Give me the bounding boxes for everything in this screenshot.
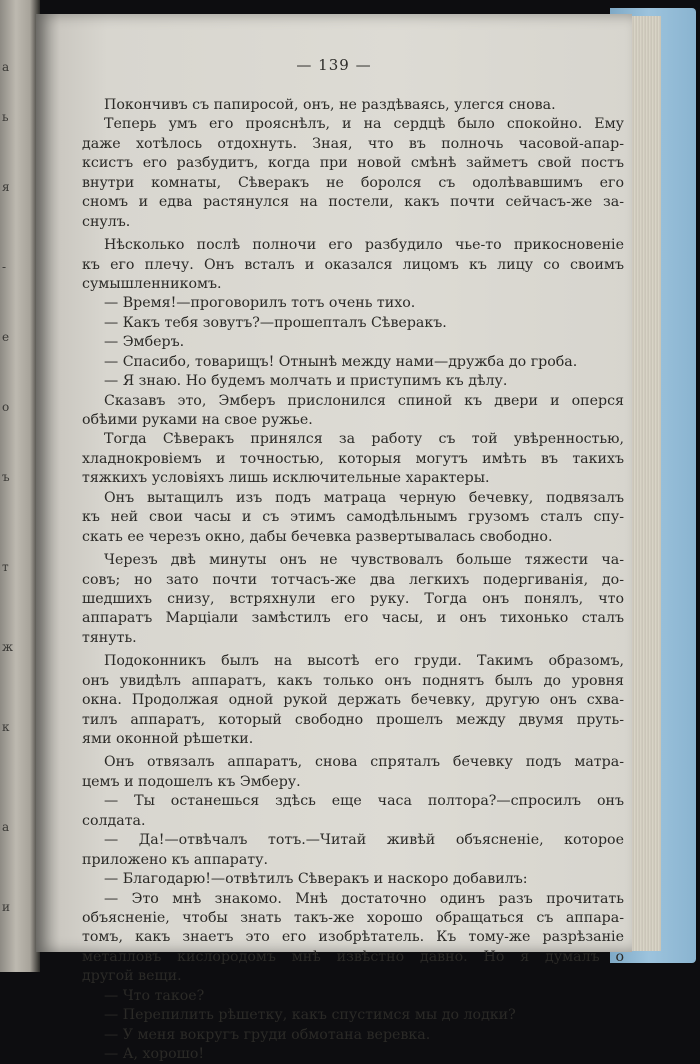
facing-page-fragment: е: [2, 330, 9, 344]
text-line: сномъ и едва растянулся на постели, какъ почти сейчасъ-же за-: [82, 194, 624, 211]
page-number: — 139 —: [296, 56, 372, 74]
page-text: [82, 96, 624, 1064]
text-line: снулъ.: [82, 213, 131, 230]
facing-page-fragment: ь: [2, 110, 9, 124]
text-line: Подоконникъ былъ на высотѣ его груди. Такимъ образомъ,: [104, 653, 624, 670]
text-line: — Да!—отвѣчалъ тотъ.—Читай живѣй объясненіе, которое: [104, 832, 624, 849]
text-line: — Эмберъ.: [104, 334, 185, 351]
text-line: Нѣсколько послѣ полночи его разбудило чье-то прикосновеніе: [104, 237, 624, 254]
text-line: аппаратъ Марціали замѣстилъ его часы, и онъ тихонько сталъ: [82, 610, 624, 627]
text-line: шедшихъ снизу, встряхнули его руку. Тогда онъ понялъ, что: [82, 590, 624, 607]
facing-page-fragment: к: [2, 720, 9, 734]
text-line: цемъ и подошелъ къ Эмберу.: [82, 773, 301, 790]
text-line: приложено къ аппарату.: [82, 851, 268, 868]
text-line: тилъ аппаратъ, который свободно прошелъ между двумя пруть-: [82, 711, 624, 728]
facing-page-fragment: и: [2, 900, 10, 914]
text-line: скать ее черезъ окно, дабы бечевка развертывалась свободно.: [82, 528, 553, 545]
text-line: Теперь умъ его прояснѣлъ, и на сердцѣ было спокойно. Ему: [104, 116, 624, 133]
facing-page-fragment: о: [2, 400, 9, 414]
text-line: — Ты останешься здѣсь еще часа полтора?—спросилъ онъ: [104, 793, 624, 810]
text-line: къ его плечу. Онъ всталъ и оказался лицомъ къ лицу со своимъ: [82, 256, 624, 273]
facing-page-fragment: ж: [2, 640, 13, 654]
text-line: — Спасибо, товарищъ! Отнынѣ между нами—дружба до гроба.: [104, 353, 578, 370]
facing-page-fragment: а: [2, 820, 9, 834]
text-line: металловъ кислородомъ мнѣ извѣстно давно. Но я думалъ о: [82, 948, 624, 965]
text-line: — Время!—проговорилъ тотъ очень тихо.: [104, 295, 416, 312]
text-line: другой вещи.: [82, 968, 182, 985]
text-line: Онъ вытащилъ изъ подъ матраца черную бечевку, подвязалъ: [104, 489, 624, 506]
text-line: Сказавъ это, Эмберъ прислонился спиной къ двери и оперся: [104, 392, 624, 409]
facing-page-edge: [0, 0, 40, 972]
text-line: Черезъ двѣ минуты онъ не чувствовалъ больше тяжести ча-: [104, 552, 624, 569]
facing-page-fragment: т: [2, 560, 9, 574]
text-line: окна. Продолжая одной рукой держать бечевку, другую онъ схва-: [82, 692, 624, 709]
text-line: — У меня вокругъ груди обмотана веревка.: [104, 1026, 431, 1043]
text-line: сумышленникомъ.: [82, 275, 222, 292]
facing-page-fragment: -: [2, 260, 6, 274]
book-page: [36, 14, 632, 1062]
text-line: — Я знаю. Но будемъ молчать и приступимъ къ дѣлу.: [104, 373, 508, 390]
facing-page-fragment: ъ: [2, 470, 10, 484]
text-line: — Перепилить рѣшетку, какъ спустимся мы до лодки?: [104, 1007, 516, 1024]
text-line: солдата.: [82, 812, 146, 829]
text-line: ями оконной рѣшетки.: [82, 731, 254, 747]
text-line: онъ увидѣлъ аппаратъ, какъ только онъ поднятъ былъ до уровня: [82, 672, 624, 689]
facing-page-fragment: я: [2, 180, 10, 194]
text-line: томъ, какъ знаетъ это его изобрѣтатель. Къ тому-же разрѣзаніе: [82, 929, 624, 946]
facing-page-fragment: а: [2, 60, 9, 74]
text-line: Покончивъ съ папиросой, онъ, не раздѣваясь, улегся снова.: [104, 97, 556, 113]
text-line: — Что такое?: [104, 987, 205, 1004]
text-line: объясненіе, чтобы знать такъ-же хорошо обращаться съ аппара-: [82, 909, 624, 926]
text-line: — А, хорошо!: [104, 1046, 205, 1062]
text-line: тяжкихъ условіяхъ лишь исключительные характеры.: [82, 470, 490, 487]
text-line: тянуть.: [82, 629, 137, 646]
text-line: къ ней свои часы и съ этимъ самодѣльнымъ грузомъ сталъ спу-: [82, 509, 624, 526]
text-line: — Благодарю!—отвѣтилъ Сѣверакъ и наскоро добавилъ:: [104, 871, 528, 888]
text-line: хладнокровіемъ и точностью, которыя могутъ имѣть въ такихъ: [82, 450, 624, 467]
text-line: обѣими руками на свое ружье.: [82, 412, 313, 428]
text-line: ксистъ его разбудитъ, когда при новой смѣнѣ займетъ свой постъ: [82, 155, 624, 172]
text-line: внутри комнаты, Сѣверакъ не боролся съ одолѣвавшимъ его: [82, 174, 624, 191]
text-line: даже хотѣлось отдохнуть. Зная, что въ полночь часовой-апар-: [82, 135, 624, 152]
text-line: Тогда Сѣверакъ принялся за работу съ той увѣренностью,: [104, 431, 624, 448]
text-line: совъ; но зато почти тотчасъ-же два легкихъ подергиванія, до-: [82, 571, 624, 588]
text-line: Онъ отвязалъ аппаратъ, снова спряталъ бечевку подъ матра-: [104, 754, 624, 771]
text-line: — Какъ тебя зовутъ?—прошепталъ Сѣверакъ.: [104, 314, 447, 331]
text-line: — Это мнѣ знакомо. Мнѣ достаточно одинъ разъ прочитать: [104, 890, 624, 907]
